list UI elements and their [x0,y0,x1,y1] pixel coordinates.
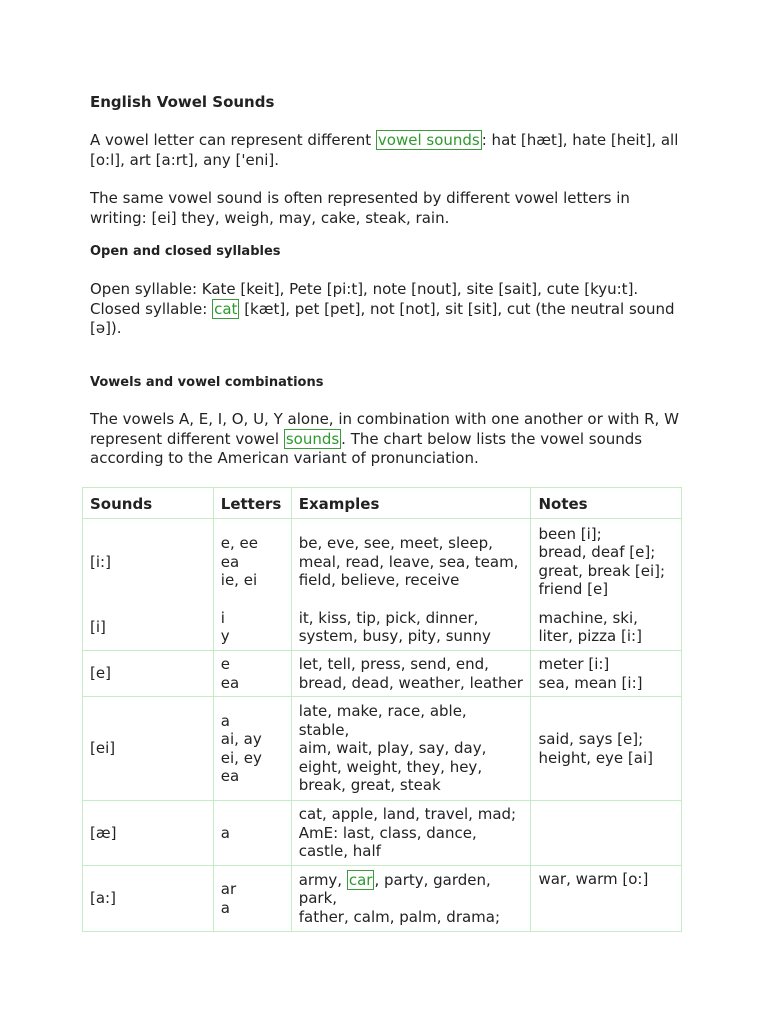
cat-link[interactable]: cat [214,299,238,318]
notes-cell: been [i]; bread, deaf [e]; great, break [ei]; friend [e] [531,519,682,605]
notes-cell: war, warm [o:] [531,866,682,932]
intro-text-rest: : hat [hæt], hate [heit], all [o:l], art [a:rt], any ['eni]. [90,131,679,169]
examples-cell: late, make, race, able, stable, aim, wait, play, say, day, eight, weight, they, hey, break, great, steak [291,697,531,801]
table-header-row [83,488,682,519]
examples-cell: let, tell, press, send, end, bread, dead, weather, leather [291,651,531,697]
page-title: English Vowel Sounds [90,93,275,111]
sound-cell: [ei] [83,697,214,801]
letters-cell: a [213,801,291,866]
examples-cell: army, car , party, garden, park, father, calm, palm, drama; [291,866,531,932]
car-link[interactable]: car [348,870,373,889]
examples-cell: be, eve, see, meet, sleep, meal, read, leave, sea, team, field, believe, receive [291,519,531,605]
table-row [83,605,682,651]
header-sounds: Sounds [83,488,214,519]
sound-cell: [i:] [83,519,214,605]
sounds-link[interactable]: sounds [285,429,340,448]
closed-syllable-text: Closed syllable: [90,299,213,318]
header-letters: Letters [213,488,291,519]
combos-text: The vowels A, E, I, O, U, Y alone, in combination with one another or with R, W represent different vowel [90,410,679,448]
vowel-table [82,487,682,932]
combos-paragraph [90,410,690,469]
letters-cell: e, ee ea ie, ei [213,519,291,605]
table-row [83,801,682,866]
notes-cell [531,801,682,866]
sound-cell: [e] [83,651,214,697]
intro-text: A vowel letter can represent different [90,131,376,149]
letters-cell: i y [213,605,291,651]
table-row [83,651,682,697]
vowel-sounds-link[interactable]: vowel sounds [377,131,480,149]
notes-cell: machine, ski, liter, pizza [i:] [531,605,682,651]
header-examples: Examples [291,488,531,519]
table-row [83,866,682,932]
table-row [83,697,682,801]
notes-cell: said, says [e]; height, eye [ai] [531,697,682,801]
open-syllable-text: Open syllable: Kate [keit], Pete [pi:t], note [nout], site [sait], cute [kyu:t]. [90,280,639,298]
notes-cell: meter [i:] sea, mean [i:] [531,651,682,697]
examples-cell: it, kiss, tip, pick, dinner, system, busy, pity, sunny [291,605,531,651]
sound-cell: [i] [83,605,214,651]
letters-cell: a ai, ay ei, ey ea [213,697,291,801]
syllables-heading: Open and closed syllables [90,244,281,259]
letters-cell: ar a [213,866,291,932]
combos-heading: Vowels and vowel combinations [90,375,324,390]
syllables-paragraph [90,280,680,339]
combos-text-rest: . The chart below lists the vowel sounds according to the American variant of pronunciation. [90,429,643,467]
sound-cell: [æ] [83,801,214,866]
letters-cell: e ea [213,651,291,697]
header-notes: Notes [531,488,682,519]
examples-cell: cat, apple, land, travel, mad; AmE: last, class, dance, castle, half [291,801,531,866]
intro-paragraph [90,131,680,170]
table-row [83,519,682,605]
closed-syllable-rest: [kæt], pet [pet], not [not], sit [sit], cut (the neutral sound [ə]). [90,299,675,337]
same-sound-paragraph: The same vowel sound is often represented by different vowel letters in writing: [ei] they, weigh, may, cake, steak, rain. [90,189,630,227]
sound-cell: [a:] [83,866,214,932]
